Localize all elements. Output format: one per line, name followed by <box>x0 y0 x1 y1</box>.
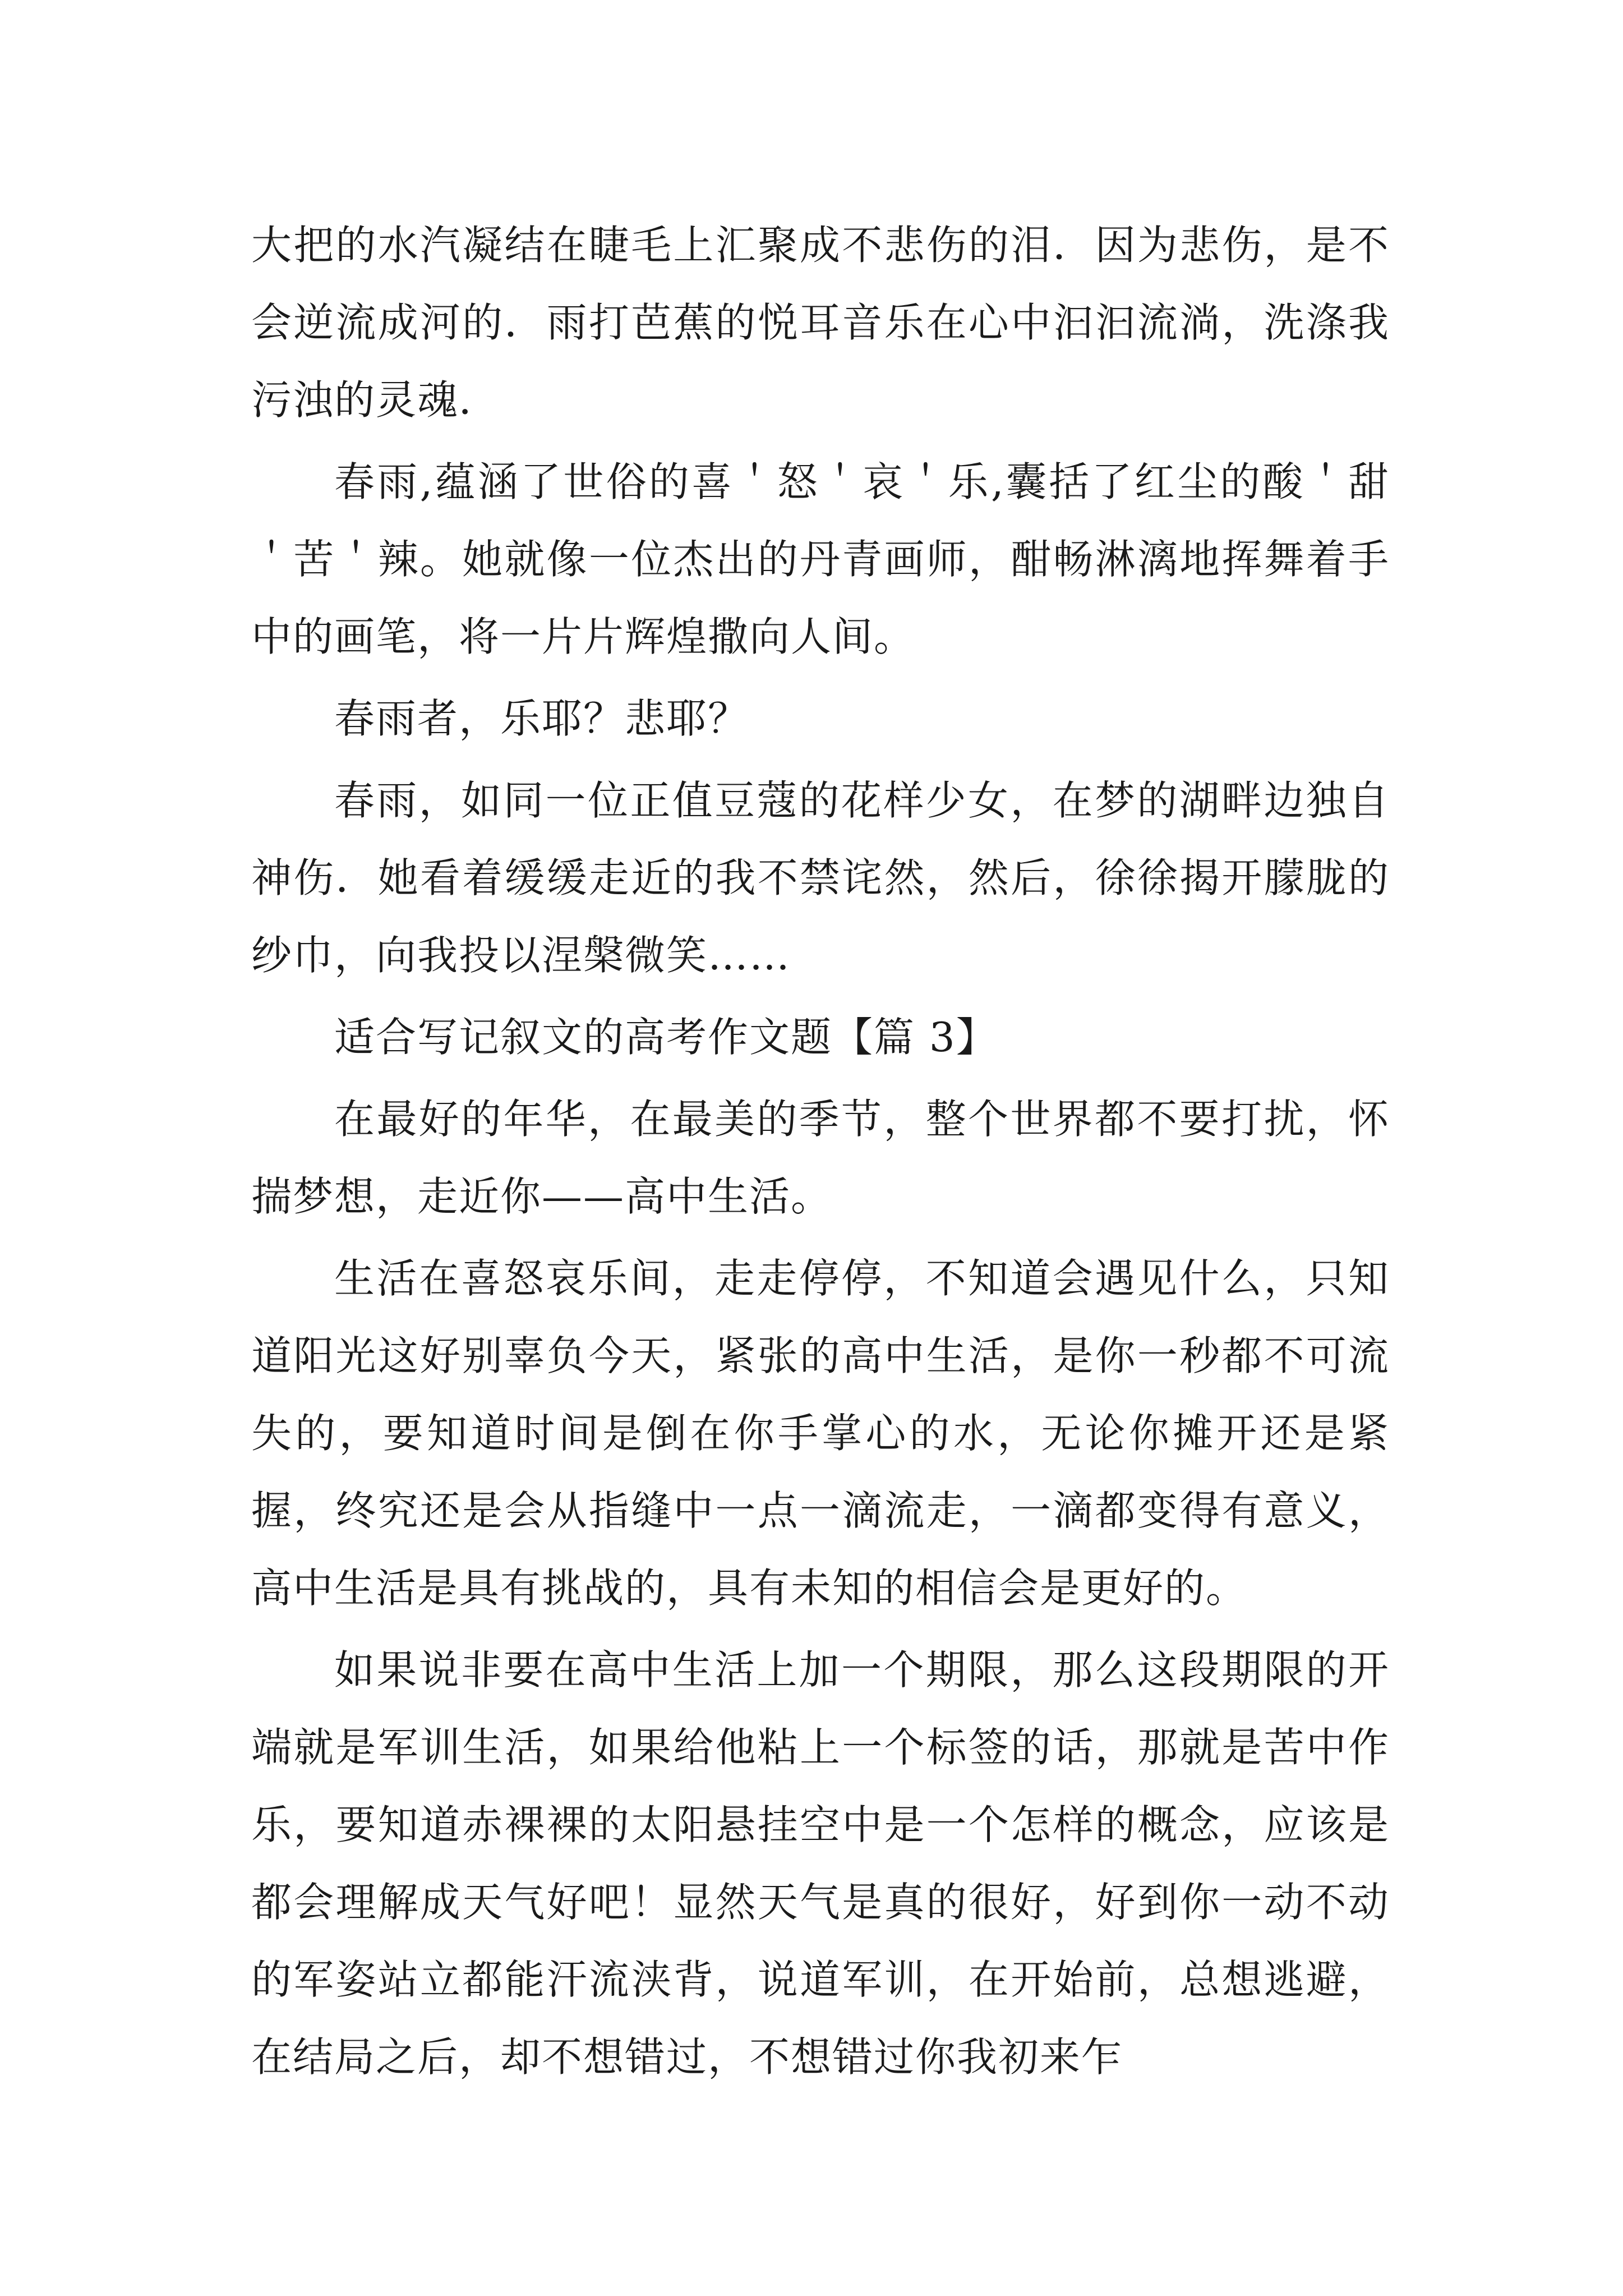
paragraph-4: 春雨，如同一位正值豆蔻的花样少女，在梦的湖畔边独自神伤．她看着缓缓走近的我不禁诧然，然后，徐徐揭开朦胧的纱巾，向我投以涅槃微笑…… <box>251 777 1390 979</box>
paragraph-1: 大把的水汽凝结在睫毛上汇聚成不悲伤的泪．因为悲伤，是不会逆流成河的．雨打芭蕉的悦耳音乐在心中汩汩流淌，洗涤我污浊的灵魂． <box>251 222 1390 424</box>
paragraph-7: 如果说非要在高中生活上加一个期限，那么这段期限的开端就是军训生活，如果给他粘上一个标签的话，那就是苦中作乐，要知道赤裸裸的太阳悬挂空中是一个怎样的概念，应该是都会理解成天气好吧！显然天气是真的很好，好到你一动不动的军姿站立都能汗流浃背，说道军训，在开始前，总想逃避，在结局之后，却不想错过，不想错过你我初来乍 <box>251 1646 1390 2081</box>
paragraph-2: 春雨,蕴涵了世俗的喜＇怒＇哀＇乐,囊括了红尘的酸＇甜＇苦＇辣。她就像一位杰出的丹青画师，酣畅淋漓地挥舞着手中的画笔，将一片片辉煌撒向人间。 <box>251 458 1390 660</box>
paragraph-5: 在最好的年华，在最美的季节，整个世界都不要打扰，怀揣梦想，走近你——高中生活。 <box>251 1096 1390 1220</box>
paragraph-3: 春雨者，乐耶？悲耶？ <box>334 695 750 742</box>
section-heading: 适合写记叙文的高考作文题【篇 3】 <box>334 1014 998 1061</box>
body-text <box>251 206 1390 2100</box>
paragraph-6: 生活在喜怒哀乐间，走走停停，不知道会遇见什么，只知道阳光这好别辜负今天，紧张的高中生活，是你一秒都不可流失的，要知道时间是倒在你手掌心的水，无论你摊开还是紧握，终究还是会从指缝中一点一滴流走，一滴都变得有意义，高中生活是具有挑战的，具有未知的相信会是更好的。 <box>251 1255 1390 1612</box>
